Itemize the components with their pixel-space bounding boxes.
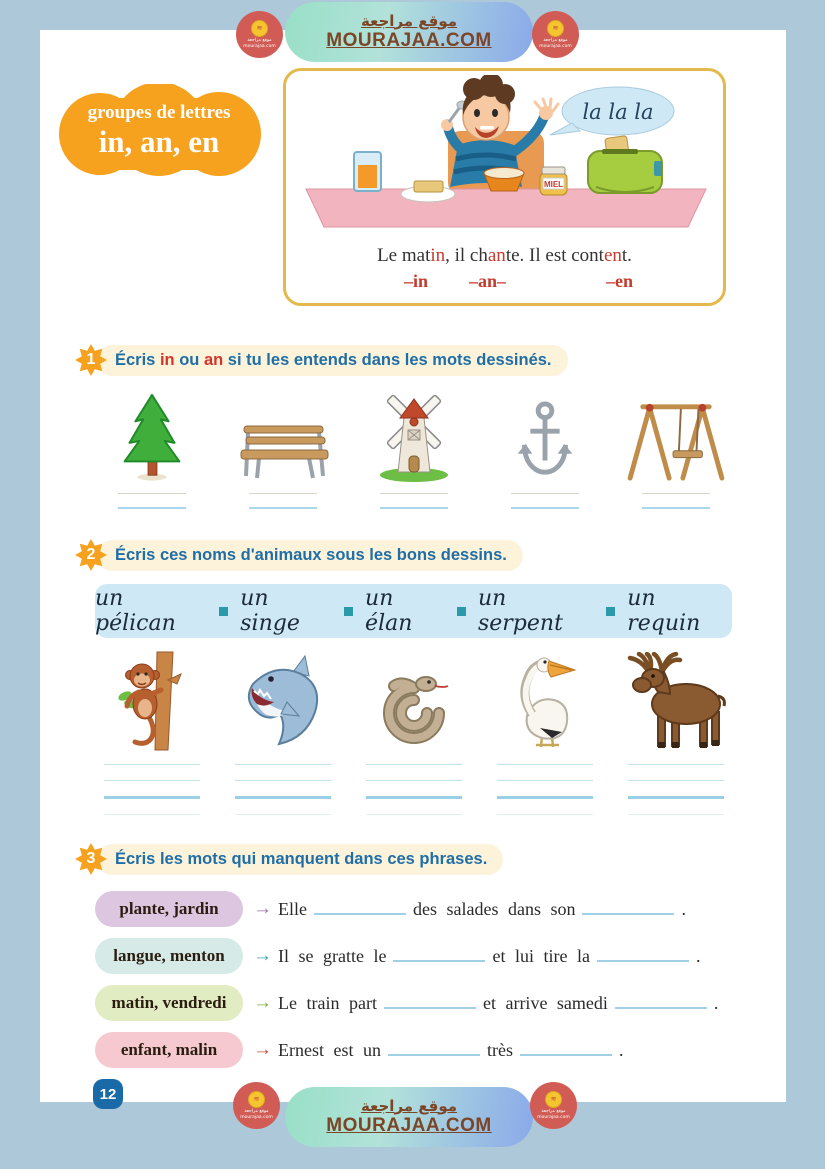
- animal-word: un élan: [365, 586, 413, 636]
- animal-word: un serpent: [477, 586, 563, 636]
- highlighted-letters: an: [487, 245, 506, 266]
- fill-in-blank: [615, 994, 707, 1009]
- answer-line: [628, 764, 724, 765]
- answer-line: [642, 507, 710, 509]
- answer-line: [235, 796, 331, 799]
- lesson-title-badge: [55, 84, 263, 178]
- answer-line: [497, 764, 593, 765]
- text-segment: te. Il est cont: [505, 245, 604, 266]
- text-segment: si tu les entends dans les mots dessinés.: [223, 350, 552, 369]
- moose-image: [620, 652, 732, 752]
- animal-words-box: [95, 584, 732, 638]
- sentence-row: [95, 890, 743, 928]
- lesson-title-line2: in, an, en: [98, 123, 220, 159]
- exercise-number-star-icon: [75, 539, 107, 571]
- header-site-link[interactable]: MOURAJAA.COM: [326, 29, 492, 51]
- exercise2-heading: [75, 539, 523, 571]
- pelican-image: [512, 652, 578, 752]
- picture-cell: [486, 646, 604, 752]
- answer-line: [380, 493, 448, 494]
- logo-domain-text: mourajaa.com: [243, 43, 276, 49]
- page-number-badge: 12: [93, 1079, 123, 1109]
- shark-image: [235, 654, 331, 752]
- answer-line: [104, 796, 200, 799]
- exercise3-heading: [75, 843, 503, 875]
- honey-label: MIEL: [543, 180, 564, 189]
- highlighted-letters: en: [603, 245, 622, 266]
- writing-lines-cell: [617, 749, 735, 815]
- sentence-row: [95, 1031, 743, 1069]
- mourajaa-logo-stamp: [233, 1082, 280, 1129]
- animal-word: un singe: [240, 586, 300, 636]
- intro-illustration-box: [283, 68, 726, 306]
- sentence-fragment: .: [681, 898, 686, 919]
- word-pair-pill: langue, menton: [95, 938, 243, 974]
- text-segment: ou: [174, 350, 204, 369]
- text-segment: Le mat: [377, 245, 431, 266]
- answer-line: [104, 764, 200, 765]
- word-pair-pill: matin, vendredi: [95, 985, 243, 1021]
- answer-line: [511, 507, 579, 509]
- sentence-text: [278, 993, 718, 1014]
- sentence-text: [278, 946, 700, 967]
- logo-arabic-text: موقع مراجعة: [247, 37, 272, 43]
- writing-lines-cell: [486, 749, 604, 815]
- footer-site-banner: [285, 1087, 533, 1147]
- mourajaa-logo-stamp: [236, 11, 283, 58]
- logo-domain-text: mourajaa.com: [539, 43, 572, 49]
- answer-line: [628, 796, 724, 799]
- book-icon: ≋: [545, 1091, 562, 1108]
- arrow-icon: →: [253, 1039, 272, 1060]
- text-segment: Écris ces noms d'animaux sous les bons dessins.: [115, 545, 507, 564]
- book-icon: ≋: [547, 20, 564, 37]
- answer-line: [497, 814, 593, 815]
- picture-cell: [93, 392, 211, 509]
- answer-line: [366, 780, 462, 781]
- book-icon: ≋: [251, 20, 268, 37]
- logo-arabic-text: موقع مراجعة: [244, 1108, 269, 1114]
- morpheme-in: –in: [404, 271, 429, 291]
- morpheme-en: –en: [606, 271, 633, 291]
- logo-arabic-text: موقع مراجعة: [541, 1108, 566, 1114]
- answer-line: [366, 796, 462, 799]
- exercise3-title: [97, 844, 503, 875]
- sentence-fragment: et lui tire la: [492, 945, 590, 966]
- arrow-icon: →: [253, 992, 272, 1013]
- sentence-fragment: .: [695, 945, 701, 966]
- anchor-image: [516, 400, 574, 482]
- highlighted-letters: in: [430, 245, 446, 266]
- word-pair-pill: enfant, malin: [95, 1032, 243, 1068]
- arrow-icon: →: [253, 898, 272, 919]
- highlighted-letters: in: [159, 350, 175, 369]
- picture-cell: [617, 646, 735, 752]
- answer-line: [249, 507, 317, 509]
- bench-image: [231, 422, 335, 482]
- sentence-fragment: Ernest est un: [278, 1039, 381, 1060]
- answer-line: [628, 814, 724, 815]
- fill-in-blank: [388, 1041, 480, 1056]
- picture-cell: [617, 392, 735, 509]
- sentence-fragment: des salades dans son: [413, 898, 576, 919]
- answer-line: [497, 796, 593, 799]
- fill-in-blank: [520, 1041, 612, 1056]
- answer-line: [366, 814, 462, 815]
- answer-line: [235, 764, 331, 765]
- exercise1-title: [97, 345, 568, 376]
- picture-cell: [224, 392, 342, 509]
- exercise2-pictures-row: [93, 646, 735, 752]
- answer-line: [497, 780, 593, 781]
- sentence-fragment: Il se gratte le: [278, 945, 387, 966]
- book-icon: ≋: [248, 1091, 265, 1108]
- text-segment: , il ch: [445, 245, 488, 266]
- logo-domain-text: mourajaa.com: [537, 1114, 570, 1120]
- sentence-text: [278, 899, 686, 920]
- intro-caption: [286, 245, 723, 267]
- sentence-fragment: .: [618, 1039, 624, 1060]
- picture-cell: [93, 646, 211, 752]
- sentence-fragment: et arrive samedi: [482, 992, 608, 1013]
- word-pair-pill: plante, jardin: [95, 891, 243, 927]
- word-separator-square: [344, 607, 353, 616]
- fill-in-blank: [597, 947, 689, 962]
- exercise1-pictures-row: [93, 392, 735, 509]
- fill-in-blank: [582, 900, 674, 915]
- morpheme-row: [286, 271, 723, 295]
- text-segment: Écris: [115, 350, 160, 369]
- sentence-fragment: très: [486, 1039, 513, 1060]
- logo-arabic-text: موقع مراجعة: [543, 37, 568, 43]
- sentence-fragment: Le train part: [278, 992, 377, 1013]
- exercise2-number: 2: [86, 546, 96, 563]
- fill-in-blank: [393, 947, 485, 962]
- pine-tree-image: [117, 392, 187, 482]
- fill-in-blank: [384, 994, 476, 1009]
- writing-lines-cell: [224, 749, 342, 815]
- exercise2-writing-lines: [93, 749, 735, 815]
- morpheme-an: –an–: [469, 271, 507, 291]
- animal-word: un pélican: [95, 586, 176, 636]
- answer-line: [628, 780, 724, 781]
- picture-cell: [224, 646, 342, 752]
- exercise2-title: [97, 540, 523, 571]
- header-site-banner: [285, 2, 533, 62]
- writing-lines-cell: [93, 749, 211, 815]
- exercise-number-star-icon: [75, 843, 107, 875]
- swing-image: [621, 398, 731, 482]
- monkey-image: [115, 650, 189, 752]
- word-separator-square: [606, 607, 615, 616]
- picture-cell: [486, 392, 604, 509]
- answer-line: [118, 493, 186, 494]
- animal-word: un requin: [627, 586, 701, 636]
- sentence-fragment: Elle: [278, 898, 307, 919]
- answer-line: [104, 780, 200, 781]
- text-segment: t.: [621, 245, 632, 266]
- picture-cell: [355, 646, 473, 752]
- answer-line: [366, 764, 462, 765]
- header-arabic-title: موقع مراجعة: [360, 11, 458, 30]
- footer-site-link[interactable]: MOURAJAA.COM: [326, 1114, 492, 1136]
- exercise1-heading: [75, 344, 568, 376]
- highlighted-letters: an: [203, 350, 224, 369]
- answer-line: [511, 493, 579, 494]
- sentence-row: [95, 937, 743, 975]
- mourajaa-logo-stamp: [532, 11, 579, 58]
- answer-line: [249, 493, 317, 494]
- windmill-image: [368, 386, 460, 482]
- sentence-text: [278, 1040, 623, 1061]
- exercise-number-star-icon: [75, 344, 107, 376]
- mourajaa-logo-stamp: [530, 1082, 577, 1129]
- lesson-title-line1: groupes de lettres: [87, 101, 231, 123]
- answer-line: [380, 507, 448, 509]
- answer-line: [235, 780, 331, 781]
- writing-lines-cell: [355, 749, 473, 815]
- word-separator-square: [219, 607, 228, 616]
- speech-text: la la la: [582, 100, 654, 124]
- answer-line: [235, 814, 331, 815]
- word-separator-square: [457, 607, 466, 616]
- answer-line: [104, 814, 200, 815]
- snake-image: [374, 660, 454, 752]
- fill-in-blank: [314, 900, 406, 915]
- sentence-fragment: .: [713, 992, 719, 1013]
- answer-line: [642, 493, 710, 494]
- sentence-row: [95, 984, 743, 1022]
- footer-arabic-title: موقع مراجعة: [360, 1096, 458, 1115]
- exercise3-number: 3: [86, 850, 96, 867]
- exercise1-number: 1: [86, 351, 96, 368]
- text-segment: Écris les mots qui manquent dans ces phrases.: [115, 849, 488, 868]
- breakfast-boy-illustration: [288, 75, 723, 243]
- arrow-icon: →: [253, 945, 272, 966]
- logo-domain-text: mourajaa.com: [240, 1114, 273, 1120]
- answer-line: [118, 507, 186, 509]
- picture-cell: [355, 392, 473, 509]
